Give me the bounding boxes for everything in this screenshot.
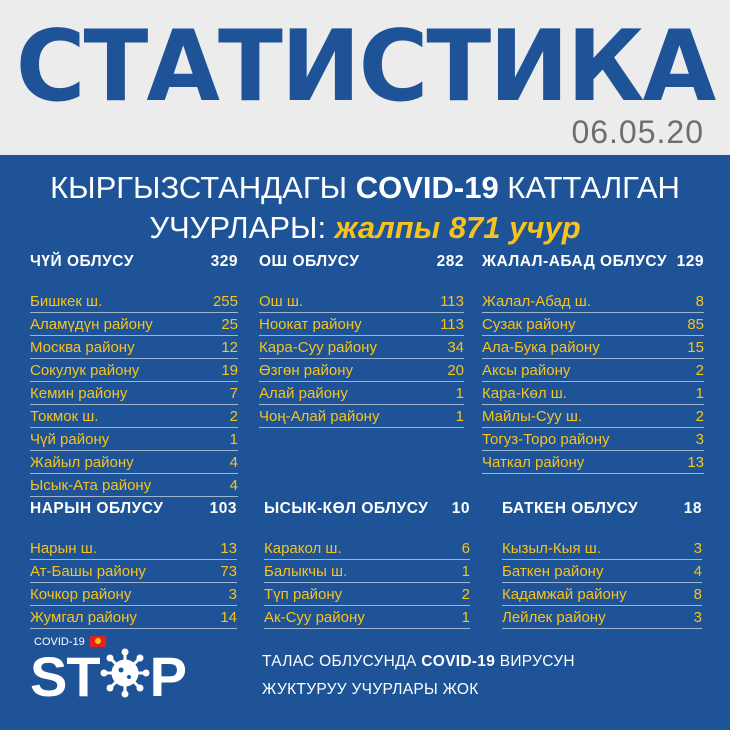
case-count: 19	[221, 362, 238, 379]
region-rows	[264, 537, 470, 629]
region-total: 129	[676, 253, 704, 270]
header-band	[0, 0, 730, 155]
district-name: Аксы району	[482, 362, 571, 379]
case-count: 25	[221, 316, 238, 333]
list-item	[259, 405, 464, 428]
case-count: 255	[212, 293, 238, 310]
district-name: Токмок ш.	[30, 408, 99, 425]
page-title: СТАТИСТИКА	[15, 10, 715, 124]
case-count: 13	[687, 454, 704, 471]
case-count: 2	[695, 362, 704, 379]
case-count: 2	[461, 586, 470, 603]
case-count: 20	[447, 362, 464, 379]
list-item	[482, 313, 704, 336]
region-name: БАТКЕН ОБЛУСУ	[502, 500, 639, 517]
list-item	[482, 290, 704, 313]
case-count: 15	[687, 339, 704, 356]
district-name: Чаткал району	[482, 454, 585, 471]
district-name: Ала-Бука району	[482, 339, 600, 356]
district-name: Каракол ш.	[264, 540, 342, 557]
district-name: Чүй району	[30, 431, 110, 448]
district-name: Кара-Көл ш.	[482, 385, 567, 402]
case-count: 8	[693, 586, 702, 603]
region-total: 18	[683, 500, 702, 517]
case-count: 85	[687, 316, 704, 333]
list-item	[264, 560, 470, 583]
region-rows	[259, 290, 464, 428]
list-item	[30, 560, 237, 583]
district-name: Нарын ш.	[30, 540, 97, 557]
list-item	[482, 428, 704, 451]
case-count: 8	[695, 293, 704, 310]
district-name: Ош ш.	[259, 293, 304, 310]
region-chui	[30, 253, 238, 497]
region-total: 103	[209, 500, 237, 517]
region-rows	[30, 537, 237, 629]
region-header	[30, 253, 238, 275]
list-item	[30, 583, 237, 606]
region-header	[264, 500, 470, 522]
note-line-1	[262, 648, 575, 676]
list-item	[30, 336, 238, 359]
case-count: 3	[228, 586, 237, 603]
list-item	[482, 336, 704, 359]
note-line-2: ЖУКТУРУУ УЧУРЛАРЫ ЖОК	[262, 681, 479, 698]
list-item	[482, 451, 704, 474]
district-name: Кемин району	[30, 385, 128, 402]
virus-icon	[100, 648, 150, 698]
headline-line-2	[0, 208, 730, 248]
note-text: ТАЛАС ОБЛУСУНДА	[262, 653, 422, 670]
stop-covid-logo	[30, 636, 190, 716]
headline-cases-label: УЧУРЛАРЫ:	[149, 210, 335, 245]
list-item	[30, 606, 237, 629]
talas-note	[262, 648, 575, 704]
case-count: 1	[455, 408, 464, 425]
stop-letter-p: P	[149, 645, 186, 708]
case-count: 113	[440, 316, 464, 333]
region-rows	[502, 537, 702, 629]
district-name: Өзгөн району	[259, 362, 353, 379]
date-label: 06.05.20	[571, 114, 704, 150]
total-cases: жалпы 871 учур	[334, 210, 581, 245]
region-batken	[502, 500, 702, 629]
district-name: Чоң-Алай району	[259, 408, 380, 425]
stop-letters: ST	[30, 645, 100, 708]
region-name: ЧҮЙ ОБЛУСУ	[30, 253, 134, 270]
list-item	[30, 405, 238, 428]
list-item	[482, 359, 704, 382]
headline-line-1	[0, 168, 730, 208]
list-item	[259, 313, 464, 336]
region-name: ОШ ОБЛУСУ	[259, 253, 360, 270]
case-count: 3	[693, 609, 702, 626]
district-name: Кочкор району	[30, 586, 132, 603]
list-item	[482, 382, 704, 405]
district-name: Лейлек району	[502, 609, 606, 626]
district-name: Ак-Суу району	[264, 609, 365, 626]
headline-text-end: КАТТАЛГАН	[498, 170, 680, 205]
region-naryn	[30, 500, 237, 629]
case-count: 34	[447, 339, 464, 356]
region-total: 329	[210, 253, 238, 270]
region-rows	[482, 290, 704, 474]
region-name: ЫСЫК-КӨЛ ОБЛУСУ	[264, 500, 429, 517]
district-name: Жайыл району	[30, 454, 134, 471]
list-item	[502, 560, 702, 583]
case-count: 6	[461, 540, 470, 557]
district-name: Сузак району	[482, 316, 576, 333]
district-name: Кадамжай району	[502, 586, 627, 603]
list-item	[264, 583, 470, 606]
district-name: Ысык-Ата району	[30, 477, 152, 494]
case-count: 14	[220, 609, 237, 626]
case-count: 4	[229, 477, 238, 494]
region-name: НАРЫН ОБЛУСУ	[30, 500, 164, 517]
district-name: Сокулук району	[30, 362, 140, 379]
case-count: 7	[229, 385, 238, 402]
case-count: 12	[221, 339, 238, 356]
case-count: 1	[229, 431, 238, 448]
district-name: Ноокат району	[259, 316, 362, 333]
district-name: Бишкек ш.	[30, 293, 103, 310]
district-name: Москва району	[30, 339, 135, 356]
district-name: Тогуз-Торо району	[482, 431, 610, 448]
case-count: 73	[220, 563, 237, 580]
district-name: Алай району	[259, 385, 348, 402]
note-covid: COVID-19	[421, 653, 496, 670]
region-rows	[30, 290, 238, 497]
district-name: Майлы-Суу ш.	[482, 408, 583, 425]
region-header	[30, 500, 237, 522]
region-osh	[259, 253, 464, 428]
headline	[0, 168, 730, 248]
note-text-end: ВИРУСУН	[495, 653, 575, 670]
list-item	[264, 606, 470, 629]
case-count: 1	[695, 385, 704, 402]
case-count: 1	[461, 563, 470, 580]
list-item	[502, 537, 702, 560]
list-item	[30, 474, 238, 497]
case-count: 3	[693, 540, 702, 557]
district-name: Кызыл-Кыя ш.	[502, 540, 601, 557]
case-count: 4	[229, 454, 238, 471]
region-jalal-abad	[482, 253, 704, 474]
case-count: 4	[693, 563, 702, 580]
list-item	[30, 290, 238, 313]
district-name: Жумгал району	[30, 609, 137, 626]
district-name: Түп району	[264, 586, 343, 603]
case-count: 1	[461, 609, 470, 626]
list-item	[30, 359, 238, 382]
list-item	[30, 428, 238, 451]
case-count: 2	[695, 408, 704, 425]
list-item	[30, 537, 237, 560]
case-count: 2	[229, 408, 238, 425]
list-item	[259, 359, 464, 382]
region-total: 10	[451, 500, 470, 517]
list-item	[259, 382, 464, 405]
region-header	[482, 253, 704, 275]
district-name: Жалал-Абад ш.	[482, 293, 591, 310]
logo-covid-label: COVID-19	[34, 636, 85, 648]
list-item	[30, 451, 238, 474]
district-name: Аламүдүн району	[30, 316, 153, 333]
case-count: 13	[220, 540, 237, 557]
region-issyk-kul	[264, 500, 470, 629]
list-item	[264, 537, 470, 560]
headline-covid: COVID-19	[355, 170, 499, 205]
list-item	[502, 606, 702, 629]
district-name: Балыкчы ш.	[264, 563, 348, 580]
headline-text: КЫРГЫЗСТАНДАГЫ	[50, 170, 356, 205]
region-header	[502, 500, 702, 522]
district-name: Ат-Башы району	[30, 563, 146, 580]
district-name: Кара-Суу району	[259, 339, 377, 356]
list-item	[259, 336, 464, 359]
list-item	[30, 382, 238, 405]
region-header	[259, 253, 464, 275]
list-item	[259, 290, 464, 313]
list-item	[482, 405, 704, 428]
region-name: ЖАЛАЛ-АБАД ОБЛУСУ	[482, 253, 668, 270]
district-name: Баткен району	[502, 563, 604, 580]
stop-word	[30, 645, 186, 708]
case-count: 113	[440, 293, 464, 310]
list-item	[30, 313, 238, 336]
case-count: 1	[455, 385, 464, 402]
list-item	[502, 583, 702, 606]
region-total: 282	[436, 253, 464, 270]
case-count: 3	[695, 431, 704, 448]
